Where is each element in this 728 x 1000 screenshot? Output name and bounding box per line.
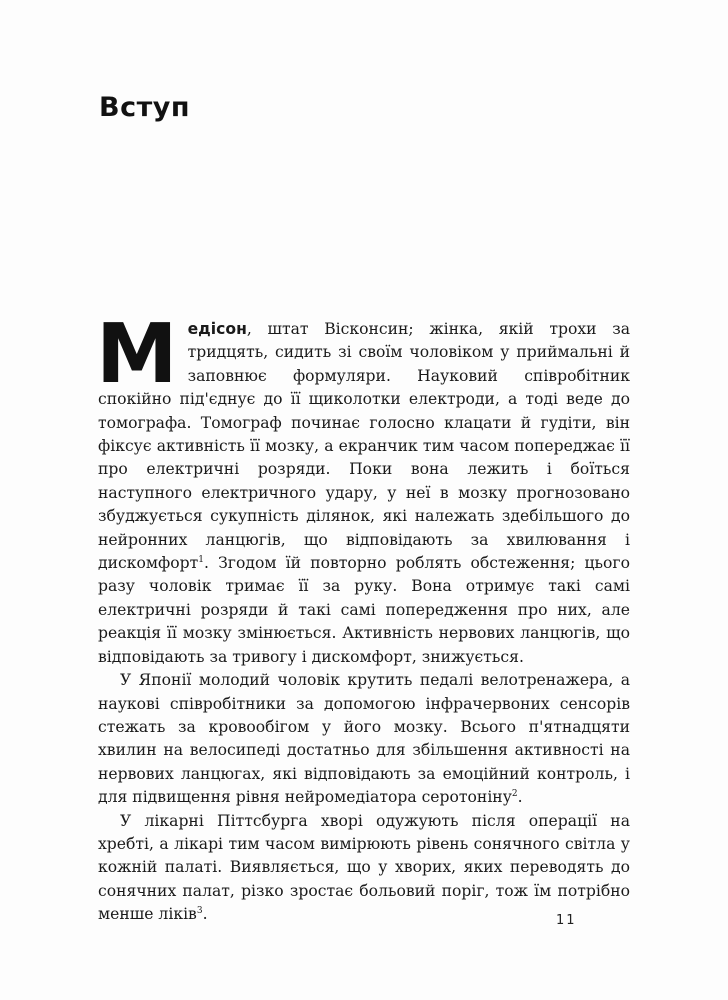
footnote-marker-3: 3 [196, 905, 203, 916]
page-number: 11 [556, 913, 577, 928]
footnote-marker-2: 2 [511, 788, 518, 799]
paragraph-2 [98, 669, 630, 809]
chapter-title: Вступ [99, 92, 190, 123]
paragraph-3 [98, 810, 630, 927]
lead-word: едісон [187, 320, 247, 338]
paragraph-1-text-b: . Згодом їй повторно роблять обстеження; цього разу чоловік тримає її за руку. Вона отримує такі самі електричні розряди й такі самі попередження про них, але реакція її мозку змінюється. Активність нервових ланцюгів, що відповідають за тривогу і дискомфорт, знижується. [98, 554, 630, 666]
paragraph-3-text: У лікарні Піттсбурга хворі одужують після операції на хребті, а лікарі тим часом вимірюють рівень сонячного світла у кожній палаті. Виявляється, що у хворих, яких переводять до сонячних палат, різко зростає больовий поріг, тож їм потрібно менше ліків [98, 811, 630, 924]
paragraph-2-text: У Японії молодий чоловік крутить педалі велотренажера, а наукові співробітники за допомогою інфрачервоних сенсорів стежать за кровообігом у його мозку. Всього п'ятнадцяти хвилин на велосипеді достатньо для збільшення активності на нервових ланцюгах, які відповідають за емоційний контроль, і для підвищення рівня нейромедіатора серотоніну [98, 671, 630, 807]
footnote-marker-1: 1 [198, 554, 204, 565]
drop-cap: М [96, 307, 178, 402]
paragraph-1-text-a: , штат Вісконсин; жінка, якій трохи за тридцять, сидить зі своїм чоловіком у приймальні й заповнює формуляри. Науковий співробітник спокійно під'єднує до її щиколотки електроди, а тоді веде до томографа. Томограф починає голосно клацати й гудіти, він фіксує активність її мозку, а екранчик тим часом попереджає її про електричні розряди. Поки вона лежить і боїться наступного електричного удару, у неї в мозку прогнозовано збуджується сукупність ділянок, які належать здебільшого до нейронних ланцюгів, що відповідають за хвилювання і дискомфорт [98, 320, 630, 573]
paragraph-3-tail: . [202, 905, 208, 924]
paragraph-2-tail: . [517, 788, 523, 807]
body-text [96, 307, 630, 927]
paragraph-1 [96, 307, 630, 669]
